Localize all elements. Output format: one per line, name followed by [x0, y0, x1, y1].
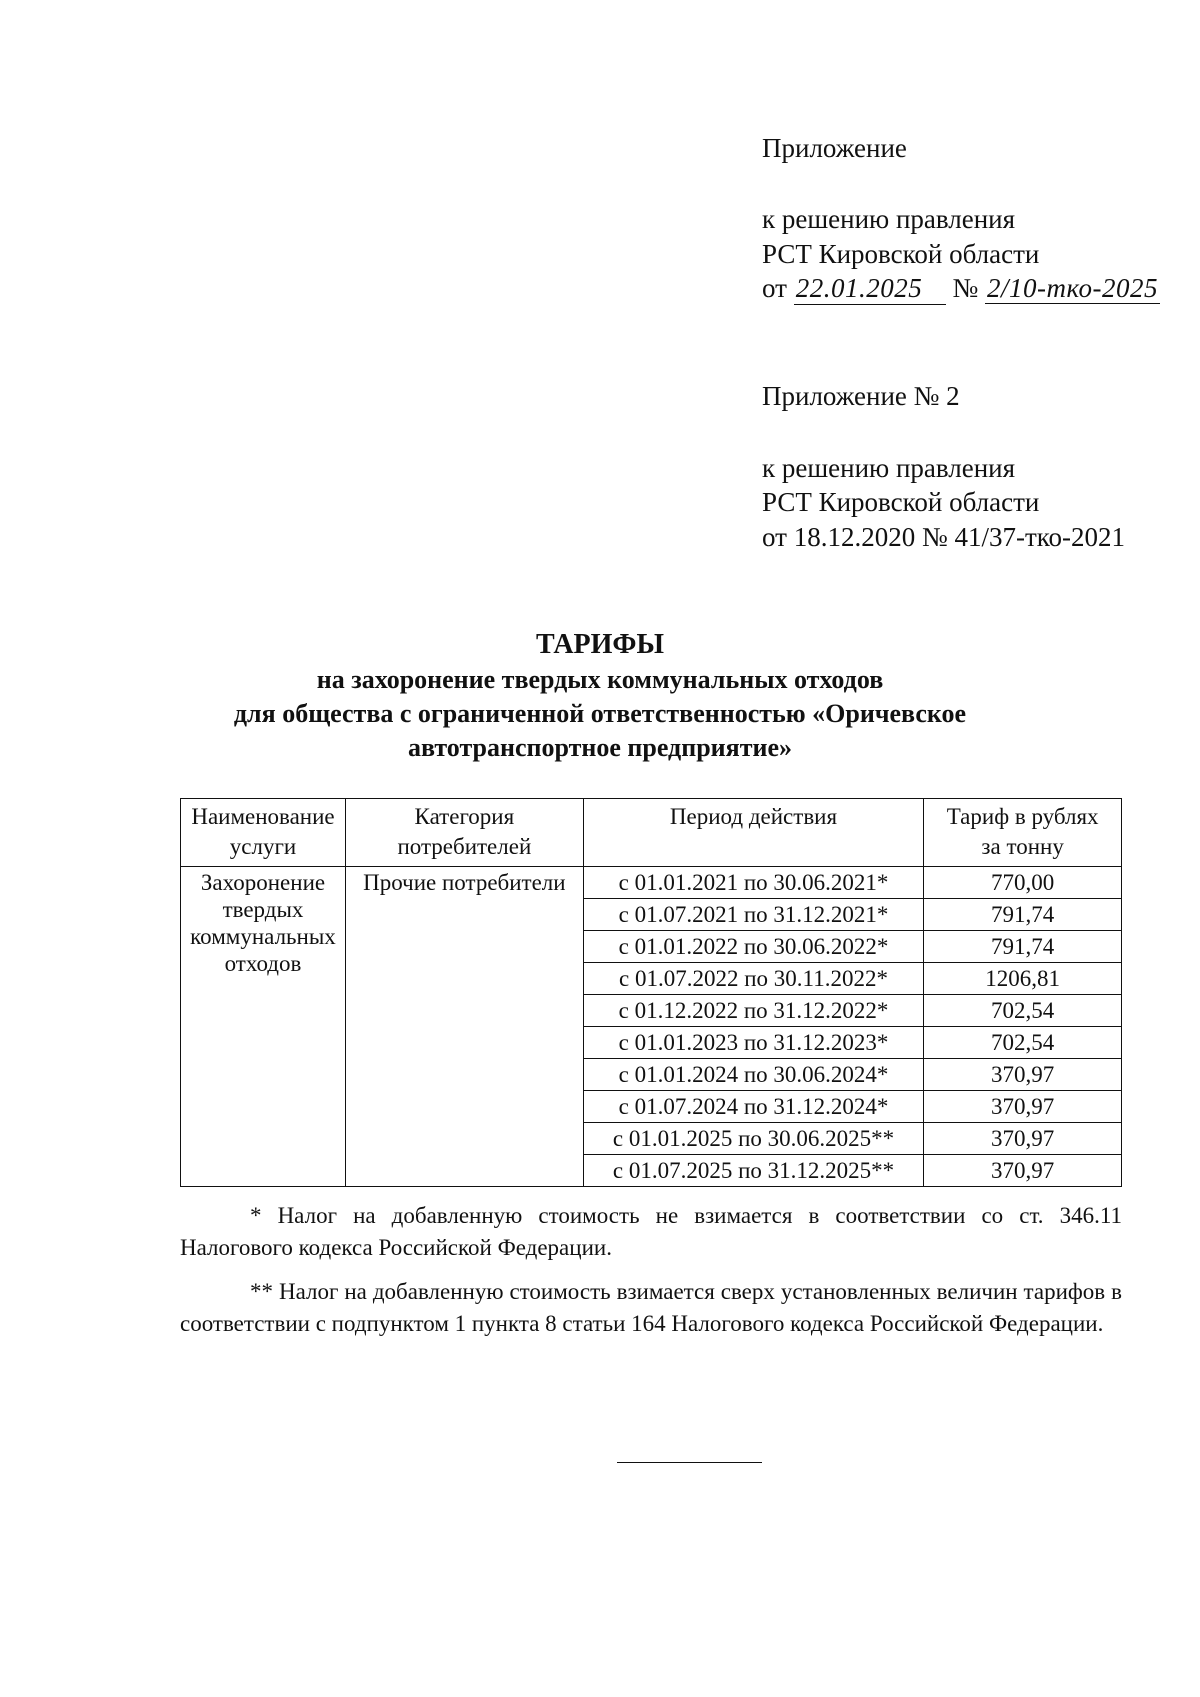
handwritten-number: 2/10-тко-2025 — [986, 273, 1159, 303]
tariff-cell: 702,54 — [924, 995, 1122, 1027]
period-cell: с 01.01.2025 по 30.06.2025** — [583, 1123, 924, 1155]
tariffs-table — [180, 798, 1122, 1187]
tariff-cell: 370,97 — [924, 1091, 1122, 1123]
end-divider — [617, 1462, 762, 1463]
tariff-cell: 370,97 — [924, 1059, 1122, 1091]
period-cell: с 01.07.2021 по 31.12.2021* — [583, 899, 924, 931]
header-category: Категория потребителей — [345, 799, 583, 867]
period-cell: с 01.07.2025 по 31.12.2025** — [583, 1155, 924, 1187]
header-tariff: Тариф в рублях за тонну — [924, 799, 1122, 867]
tariff-cell: 370,97 — [924, 1123, 1122, 1155]
number-prefix: № — [952, 273, 979, 303]
decision2-line-1: к решению правления — [762, 453, 1016, 483]
title-line-1: на захоронение твердых коммунальных отходов — [316, 665, 884, 694]
decision-date-number-line — [762, 272, 1160, 305]
table-header-row — [181, 799, 1122, 867]
period-cell: с 01.01.2021 по 30.06.2021* — [583, 867, 924, 899]
decision-line-2: РСТ Кировской области — [762, 239, 1040, 269]
tariff-cell: 770,00 — [924, 867, 1122, 899]
period-cell: с 01.01.2022 по 30.06.2022* — [583, 931, 924, 963]
period-cell: с 01.07.2024 по 31.12.2024* — [583, 1091, 924, 1123]
document-heading: ТАРИФЫ — [536, 629, 664, 660]
tariff-cell: 370,97 — [924, 1155, 1122, 1187]
decision-line-1: к решению правления — [762, 204, 1016, 234]
decision2-line-3: от 18.12.2020 № 41/37-тко-2021 — [762, 522, 1125, 552]
appendix2-title: Приложение № 2 — [762, 381, 960, 411]
appendix-title: Приложение — [762, 133, 907, 163]
category-cell: Прочие потребители — [345, 867, 583, 1187]
period-cell: с 01.07.2022 по 30.11.2022* — [583, 963, 924, 995]
footnote-vat-charged: ** Налог на добавленную стоимость взимается сверх установленных величин тарифов в соответствии с подпунктом 1 пункта 8 статьи 164 Налогового кодекса Российской Федерации. — [180, 1279, 1122, 1336]
period-cell: с 01.12.2022 по 31.12.2022* — [583, 995, 924, 1027]
header-service: Наименование услуги — [181, 799, 346, 867]
tariff-cell: 702,54 — [924, 1027, 1122, 1059]
handwritten-date: 22.01.2025 — [794, 272, 946, 305]
service-cell: Захоронение твердых коммунальных отходов — [181, 867, 346, 1187]
tariff-cell: 1206,81 — [924, 963, 1122, 995]
period-cell: с 01.01.2024 по 30.06.2024* — [583, 1059, 924, 1091]
tariff-cell: 791,74 — [924, 899, 1122, 931]
period-cell: с 01.01.2023 по 31.12.2023* — [583, 1027, 924, 1059]
tariff-cell: 791,74 — [924, 931, 1122, 963]
title-line-2: для общества с ограниченной ответственностью «Оричевское — [233, 699, 967, 728]
decision2-line-2: РСТ Кировской области — [762, 487, 1040, 517]
table-row — [181, 867, 1122, 899]
title-line-3: автотранспортное предприятие» — [407, 733, 792, 762]
header-period: Период действия — [583, 799, 924, 867]
footnote-vat-exempt: * Налог на добавленную стоимость не взимается в соответствии со ст. 346.11 Налогового кодекса Российской Федерации. — [180, 1203, 1122, 1260]
date-prefix: от — [762, 273, 787, 303]
